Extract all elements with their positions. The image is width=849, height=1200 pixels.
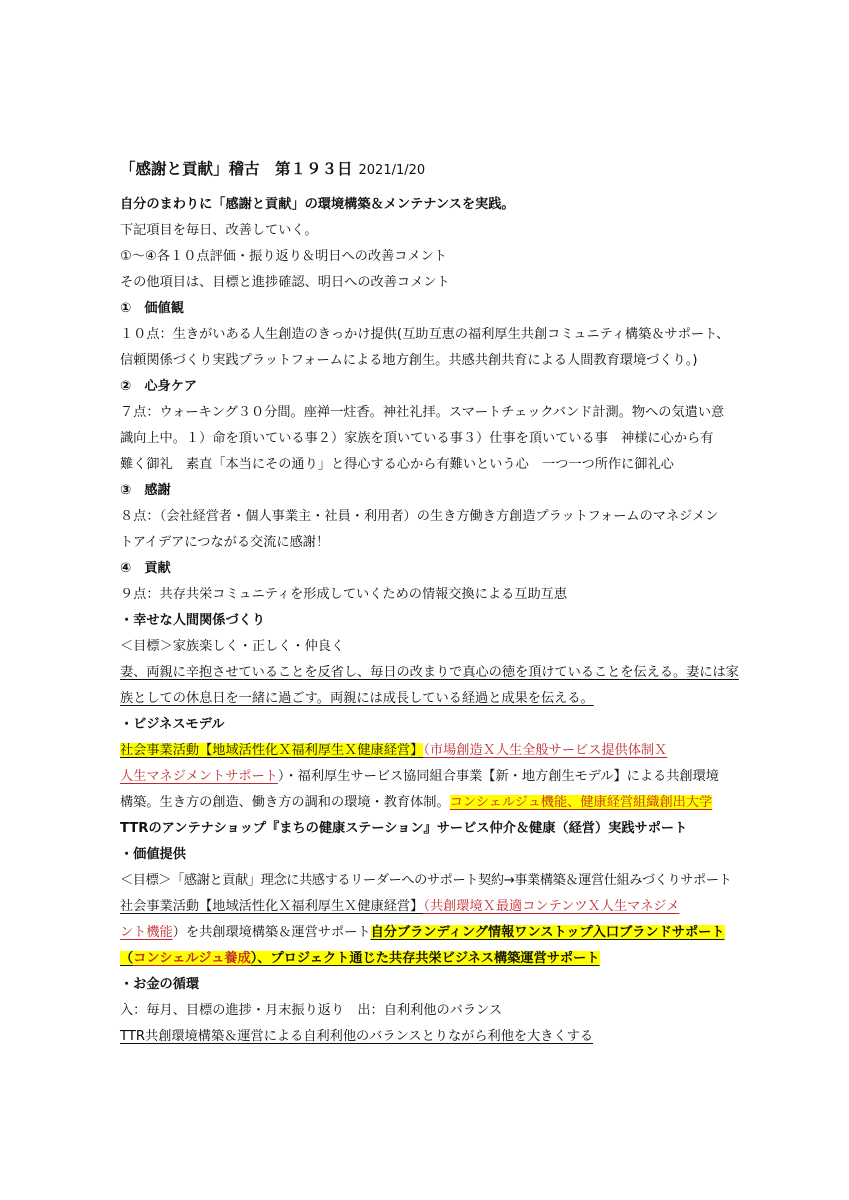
gratitude-text: トアイデアにつながる交流に感謝！ bbox=[120, 535, 330, 550]
care-text: ７点：ウォーキング３０分間。座禅一炷香。神社礼拝。スマートチェックバンド計測。物への気遣い意 bbox=[120, 405, 725, 420]
highlight-text: 社会事業活動【地域活性化Ｘ福利厚生Ｘ健康経営】 bbox=[120, 743, 424, 758]
business-model-line bbox=[120, 765, 719, 789]
relationships-text: 族としての休息日を一緒に過ごす。両親には成長している経過と成果を伝える。 bbox=[120, 691, 594, 706]
highlight-red-text: コンシェルジュ機能、健康経営組織創出大学 bbox=[449, 795, 713, 810]
relationships-text: 妻、両親に辛抱させていることを反省し、毎日の改まりで真心の徳を頂けていることを伝える。妻には家 bbox=[120, 665, 739, 680]
section-heading-business-model: ・ビジネスモデル bbox=[120, 717, 225, 732]
section-heading-relationships: ・幸せな人間関係づくり bbox=[120, 613, 266, 628]
section-heading-gratitude: ③ 感謝 bbox=[120, 483, 171, 498]
relationships-goal: ＜目標＞家族楽しく・正しく・仲良く bbox=[120, 639, 345, 654]
document-title bbox=[120, 157, 425, 179]
title-date: 2021/1/20 bbox=[358, 163, 426, 178]
title-main: 「感謝と貢献」稽古 第１９３日 bbox=[120, 160, 353, 178]
contribution-text: ９点：共存共栄コミュニティを形成していくための情報交換による互助互恵 bbox=[120, 587, 568, 602]
values-text: 信頼関係づくり実践プラットフォームによる地方創生。共感共創共育による人間教育環境づくり。) bbox=[120, 353, 698, 368]
gratitude-text: ８点：（会社経営者・個人事業主・社員・利用者）の生き方働き方創造プラットフォームのマネジメン bbox=[120, 509, 719, 524]
intro-line: 下記項目を毎日、改善していく。 bbox=[120, 223, 318, 238]
plain-text: ）を共創環境構築＆運営サポート bbox=[172, 925, 371, 940]
money-cycle-text: 入：毎月、目標の進捗・月末振り返り 出：自利利他のバランス bbox=[120, 1003, 503, 1018]
care-text: 難く御礼 素直「本当にその通り」と得心する心から有難いという心 一つ一つ所作に御礼心 bbox=[120, 457, 674, 472]
section-heading-money-cycle: ・お金の循環 bbox=[120, 977, 200, 992]
intro-line: その他項目は、目標と進捗確認、明日への改善コメント bbox=[120, 275, 450, 290]
intro-heading: 自分のまわりに「感謝と貢献」の環境構築＆メンテナンスを実践。 bbox=[120, 197, 515, 212]
value-offer-line bbox=[120, 947, 600, 971]
values-text: １０点：生きがいある人生創造のきっかけ提供(互助互恵の福利厚生共創コミュニティ構築＆サポート、 bbox=[120, 327, 730, 342]
red-text: （共創環境Ｘ最適コンテンツＸ人生マネジメ bbox=[423, 899, 680, 914]
business-model-line bbox=[120, 739, 667, 763]
highlight-bold-text: （ bbox=[120, 951, 134, 966]
value-offer-goal: ＜目標＞「感謝と貢献」理念に共感するリーダーへのサポート契約→事業構築＆運営仕組みづくりサポート bbox=[120, 873, 732, 888]
section-heading-contribution: ④ 貢献 bbox=[120, 561, 171, 576]
underlined-text: 社会事業活動【地域活性化Ｘ福利厚生Ｘ健康経営】 bbox=[120, 899, 424, 914]
antenna-shop-line: TTRのアンテナショップ『まちの健康ステーション』サービス仲介＆健康（経営）実践サポート bbox=[120, 821, 688, 836]
business-model-line bbox=[120, 791, 712, 815]
plain-text: ）・福利厚生サービス協同組合事業【新・地方創生モデル】による共創環境 bbox=[277, 769, 719, 784]
section-heading-care: ② 心身ケア bbox=[120, 379, 198, 394]
value-offer-line bbox=[120, 895, 679, 919]
highlight-red-bold-text: コンシェルジュ養成 bbox=[133, 951, 251, 966]
value-offer-line bbox=[120, 921, 725, 945]
highlight-bold-text: ）、プロジェクト通じた共存共栄ビジネス構築運営サポート bbox=[250, 951, 600, 966]
section-heading-value-offer: ・価値提供 bbox=[120, 847, 186, 862]
money-cycle-text: TTR共創環境構築＆運営による自利利他のバランスとりながら利他を大きくする bbox=[120, 1029, 594, 1044]
red-text: 人生マネジメントサポート bbox=[120, 769, 278, 784]
plain-text: 構築。生き方の創造、働き方の調和の環境・教育体制。 bbox=[120, 795, 450, 810]
care-text: 識向上中。１）命を頂いている事２）家族を頂いている事３）仕事を頂いている事 神様に心から有 bbox=[120, 431, 714, 446]
red-text: （市場創造Ｘ人生全般サービス提供体制Ｘ bbox=[423, 743, 668, 758]
highlight-bold-text: 自分ブランディング情報ワンストップ入口ブランドサポート bbox=[370, 925, 725, 940]
intro-line: ①～④各１０点評価・振り返り＆明日への改善コメント bbox=[120, 249, 447, 264]
section-heading-values: ① 価値観 bbox=[120, 301, 184, 316]
red-text: ント機能 bbox=[120, 925, 173, 940]
